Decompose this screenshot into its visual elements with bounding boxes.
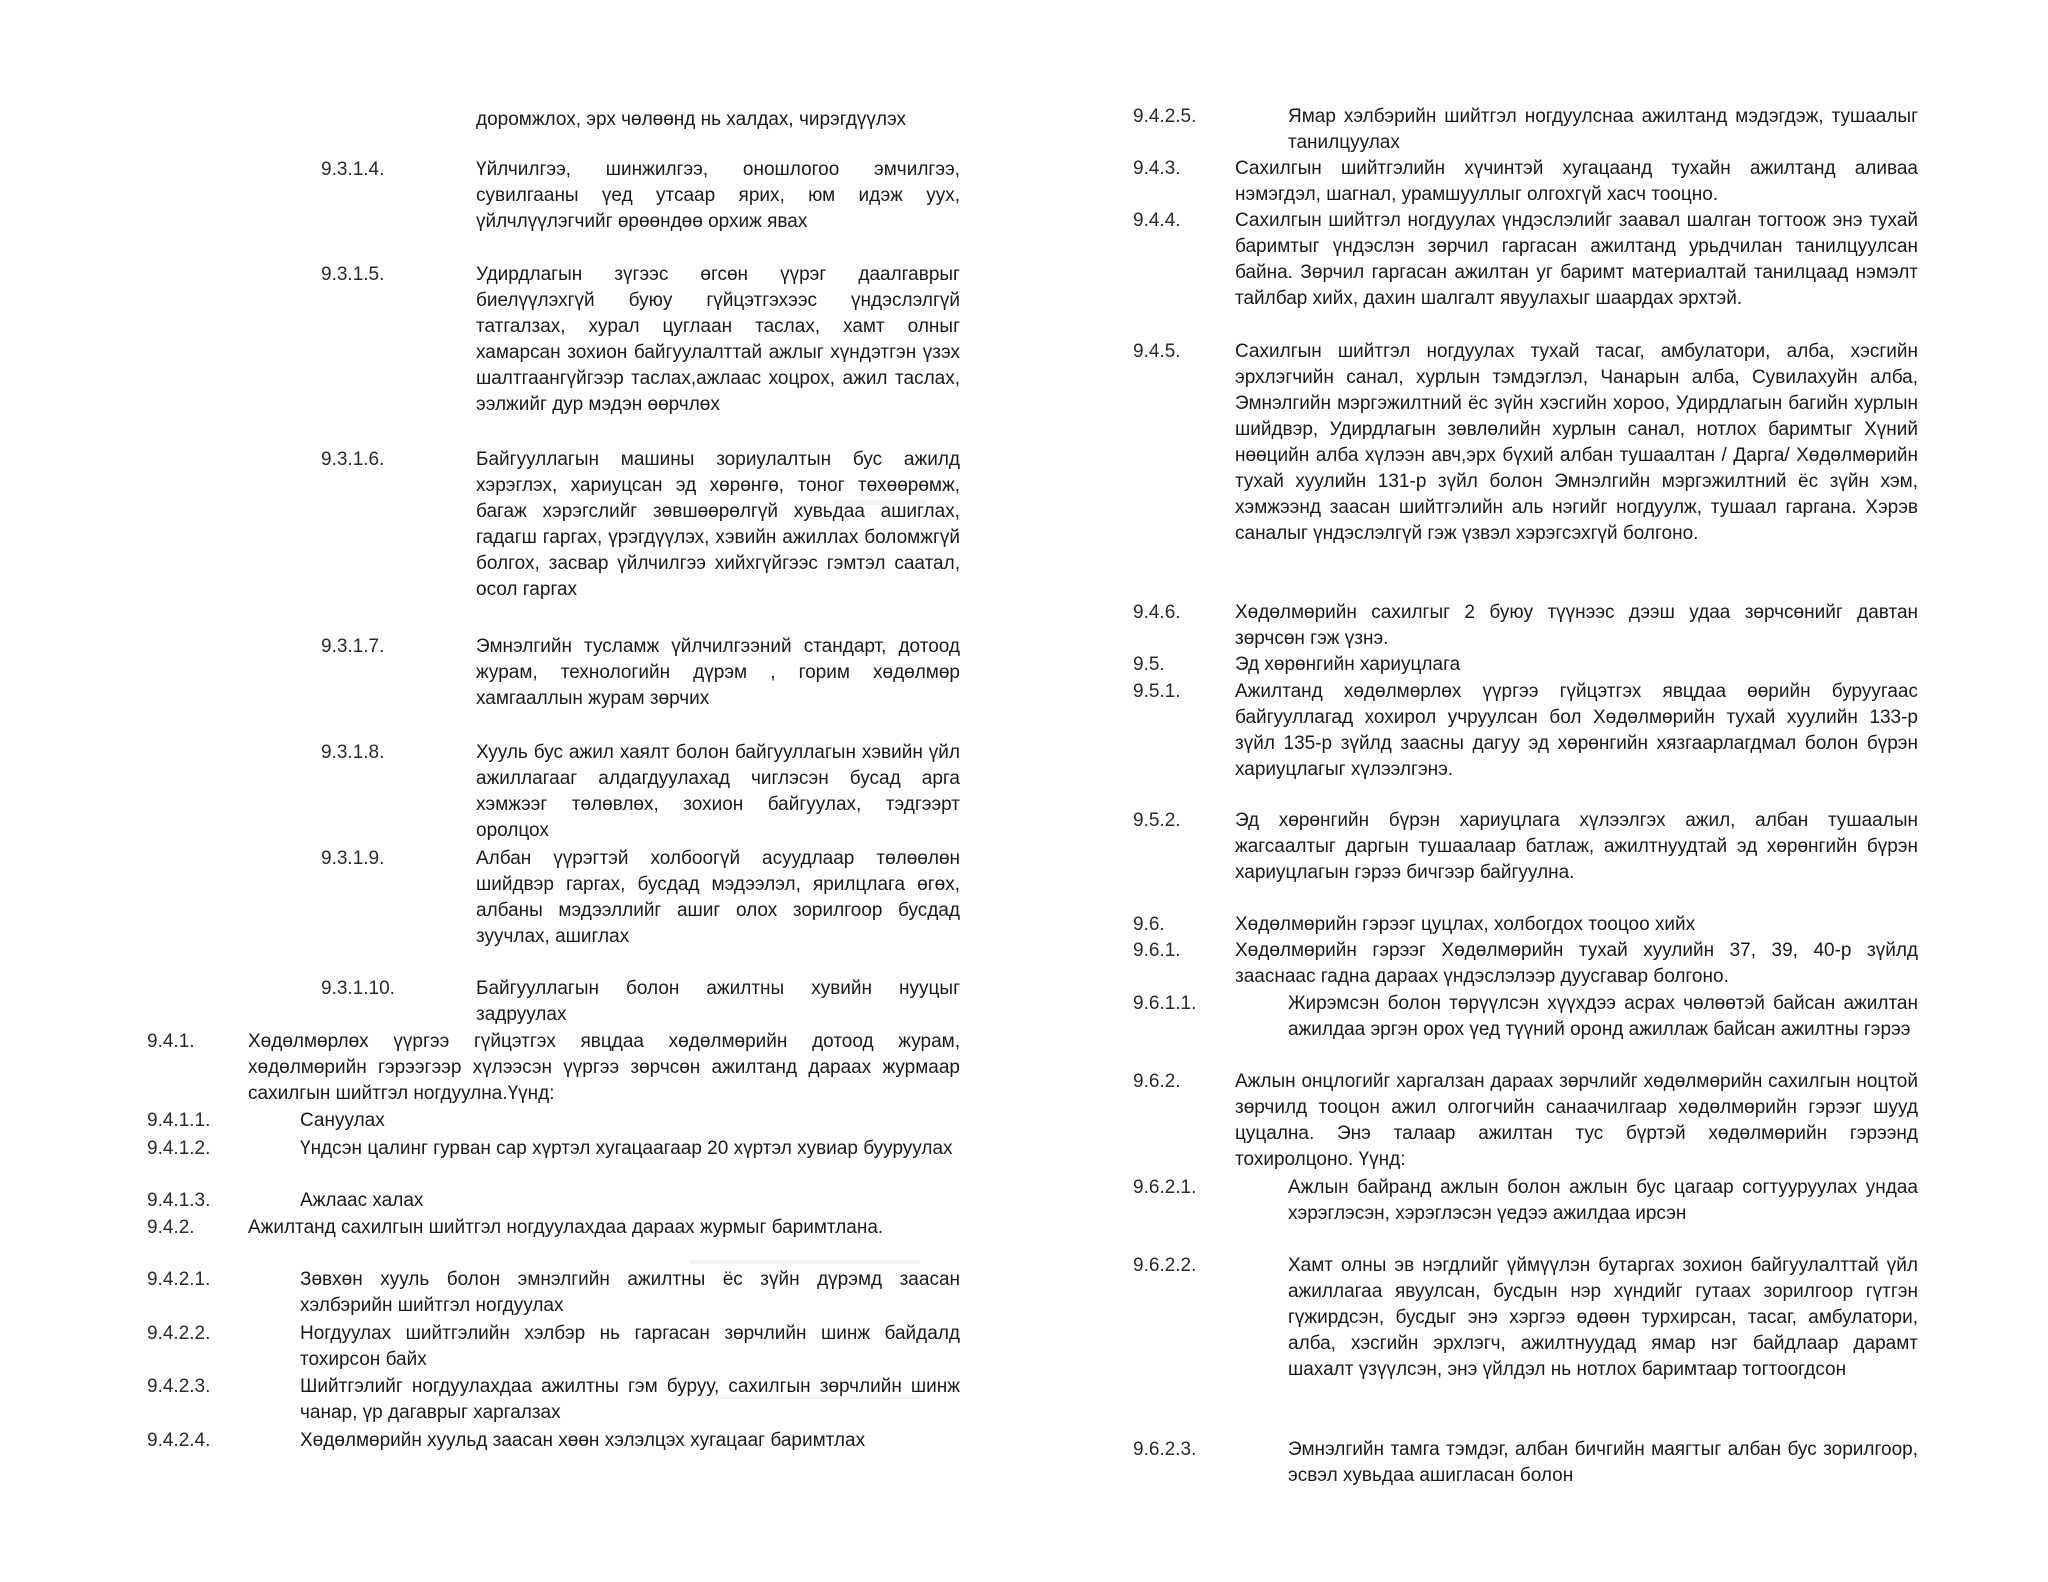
item-text: Хамт олны эв нэгдлийг үймүүлэн бутаргах зохион байгуулалттай үйл ажиллагаа явуулсан, бусдын нэр хүндийг гутаах зорилгоор гүтгэн гүжирдсэн, бусдыг энэ хэргээ өдөөн турхирсан, тасаг, амбулатори, алба, хэсгийн эрхлэгч, ажилтнуудад ямар нэг байдлаар дарамт шахалт үзүүлсэн, энэ үйлдэл нь нотлох баримтаар тогтоогдсон: [1288, 1255, 1918, 1380]
item-text: Байгууллагын болон ажилтны хувийн нууцыг задруулах: [476, 978, 960, 1025]
item-number: 9.4.2.4.: [147, 1430, 211, 1451]
item-number: 9.3.1.6.: [321, 449, 385, 470]
item-text: Хууль бус ажил хаялт болон байгууллагын хэвийн үйл ажиллагааг алдагдуулахад чиглэсэн бусад арга хэмжээг төлөвлөх, зохион байгуулах, тэдгээрт оролцох: [476, 742, 960, 841]
item-number: 9.4.1.2.: [147, 1138, 211, 1159]
item-number: 9.4.2.: [147, 1217, 195, 1238]
item-text: Ажлын байранд ажлын болон ажлын бус цагаар согтууруулах ундаа хэрэглэсэн, хэрэглэсэн үедээ ажилдаа ирсэн: [1288, 1177, 1918, 1224]
item-number: 9.4.3.: [1133, 158, 1181, 179]
item-text: Шийтгэлийг ногдуулахдаа ажилтны гэм буруу, сахилгын зөрчлийн шинж чанар, үр дагаврыг харгалзах: [300, 1376, 960, 1423]
item-number: 9.6.2.3.: [1133, 1439, 1197, 1460]
item-text: Албан үүрэгтэй холбоогүй асуудлаар төлөөлөн шийдвэр гаргах, бусдад мэдээлэл, ярилцлага өгөх, албаны мэдээллийг ашиг олох зорилгоор бусдад зуучлах, ашиглах: [476, 848, 960, 947]
item-number: 9.4.4.: [1133, 210, 1181, 231]
item-number: 9.6.: [1133, 914, 1165, 935]
item-text: Ажилтанд хөдөлмөрлөх үүргээ гүйцэтгэх явцдаа өөрийн буруугаас байгууллагад хохирол учруулсан бол Хөдөлмөрийн тухай хуулийн 133-р зүйл 135-р зүйлд заасны дагуу эд хөрөнгийн хязгаарлагдмал болон бүрэн хариуцлагыг хүлээлгэнэ.: [1235, 681, 1918, 780]
item-text: Ажлын онцлогийг харгалзан дараах зөрчлийг хөдөлмөрийн сахилгын ноцтой зөрчилд тооцон ажил олгогчийн санаачилгаар хөдөлмөрийн гэрээг шууд цуцална. Энэ талаар ажилтан тус бүртэй хөдөлмөрийн гэрээнд тохиролцоно. Үүнд:: [1235, 1071, 1918, 1170]
item-text: Үйлчилгээ, шинжилгээ, оношлогоо эмчилгээ, сувилгааны үед утсаар ярих, юм идэж уух, үйлчлүүлэгчийг өрөөндөө орхиж явах: [476, 159, 960, 232]
item-number: 9.4.1.1.: [147, 1110, 211, 1131]
item-number: 9.6.2.2.: [1133, 1255, 1197, 1276]
item-text: Үндсэн цалинг гурван сар хүртэл хугацаагаар 20 хүртэл хувиар бууруулах: [300, 1138, 953, 1159]
item-text: Ажилтанд сахилгын шийтгэл ногдуулахдаа дараах журмыг баримтлана.: [248, 1217, 884, 1238]
item-text: Сануулах: [300, 1110, 385, 1131]
item-number: 9.4.2.3.: [147, 1376, 211, 1397]
item-text: Сахилгын шийтгэлийн хүчинтэй хугацаанд тухайн ажилтанд аливаа нэмэгдэл, шагнал, урамшууллыг олгохгүй хасч тооцно.: [1235, 158, 1918, 205]
item-number: 9.4.2.5.: [1133, 106, 1197, 127]
item-number: 9.6.1.: [1133, 940, 1181, 961]
item-text: Ажлаас халах: [300, 1190, 424, 1211]
item-text: Зөвхөн хууль болон эмнэлгийн ажилтны ёс зүйн дүрэмд заасан хэлбэрийн шийтгэл ногдуулах: [300, 1269, 960, 1316]
item-text: Хөдөлмөрийн гэрээг цуцлах, холбогдох тооцоо хийх: [1235, 914, 1696, 935]
item-text: Эмнэлгийн тусламж үйлчилгээний стандарт, дотоод журам, технологийн дүрэм , горим хөдөлмөр хамгааллын журам зөрчих: [476, 636, 960, 709]
item-number: 9.4.1.: [147, 1031, 195, 1052]
item-number: 9.3.1.10.: [321, 978, 395, 999]
item-number: 9.3.1.8.: [321, 742, 385, 763]
scan-shade: [690, 1260, 920, 1264]
item-number: 9.4.2.1.: [147, 1269, 211, 1290]
item-number: 9.3.1.7.: [321, 636, 385, 657]
item-number: 9.6.2.1.: [1133, 1177, 1197, 1198]
item-text: Хөдөлмөрийн гэрээг Хөдөлмөрийн тухай хуулийн 37, 39, 40-р зүйлд зааснаас гадна дараах үндэслэлээр дуусгавар болгоно.: [1235, 940, 1918, 987]
item-text: Жирэмсэн болон төрүүлсэн хүүхдээ асрах чөлөөтэй байсан ажилтан ажилдаа эргэн орох үед түүний оронд ажиллаж байсан ажилтны гэрээ: [1288, 993, 1918, 1040]
item-number: 9.5.1.: [1133, 681, 1181, 702]
item-text: доромжлох, эрх чөлөөнд нь халдах, чирэгдүүлэх: [476, 109, 906, 130]
item-number: 9.3.1.9.: [321, 848, 385, 869]
item-number: 9.3.1.5.: [321, 264, 385, 285]
item-number: 9.4.6.: [1133, 602, 1181, 623]
item-text: Удирдлагын зүгээс өгсөн үүрэг даалгаврыг биелүүлэхгүй буюу гүйцэтгэхээс үндэслэлгүй татгалзах, хурал цуглаан таслах, хамт олныг хамарсан зохион байгуулалттай ажлыг хүндэтгэн үзэх шалтгаангүйгээр таслах,ажлаас хоцрох, ажил таслах, ээлжийг дур мэдэн өөрчлөх: [476, 264, 960, 415]
item-text: Хөдөлмөрийн сахилгыг 2 буюу түүнээс дээш удаа зөрчсөнийг давтан зөрчсөн гэж үзнэ.: [1235, 602, 1918, 649]
item-number: 9.3.1.4.: [321, 159, 385, 180]
item-number: 9.4.2.2.: [147, 1323, 211, 1344]
item-text: Байгууллагын машины зориулалтын бус ажилд хэрэглэх, хариуцсан эд хөрөнгө, тоног төхөөрөмж, багаж хэрэгслийг зөвшөөрөлгүй хувьдаа ашиглах, гадагш гаргах, үрэгдүүлэх, хэвийн ажиллах боломжгүй болгох, засвар үйлчилгээ хийхгүйгээс гэмтэл саатал, осол гаргах: [476, 449, 960, 600]
item-text: Эд хөрөнгийн бүрэн хариуцлага хүлээлгэх ажил, албан тушаалын жагсаалтыг даргын тушаалаар батлаж, ажилтнуудтай эд хөрөнгийн бүрэн хариуцлагын гэрээ бичгээр байгуулна.: [1235, 810, 1918, 883]
item-text: Ногдуулах шийтгэлийн хэлбэр нь гаргасан зөрчлийн шинж байдалд тохирсон байх: [300, 1323, 960, 1370]
item-number: 9.4.1.3.: [147, 1190, 211, 1211]
item-number: 9.6.2.: [1133, 1071, 1181, 1092]
item-text: Эмнэлгийн тамга тэмдэг, албан бичгийн маягтыг албан бус зорилгоор, эсвэл хувьдаа ашигласан болон: [1288, 1439, 1918, 1486]
item-text: Сахилгын шийтгэл ногдуулах тухай тасаг, амбулатори, алба, хэсгийн эрхлэгчийн санал, хурлын тэмдэглэл, Чанарын алба, Сувилахуйн алба, Эмнэлгийн мэргэжилтний ёс зүйн хэсгийн хороо, Удирдлагын багийн хурлын шийдвэр, Удирдлагын зөвлөлийн хурлын санал, нотлох баримтыг Хүний нөөцийн алба хүлээн авч,эрх бүхий албан тушаалтан / Дарга/ Хөдөлмөрийн тухай хуулийн 131-р зүйл болон Эмнэлгийн мэргэжилтний ёс зүйн хэм, хэмжээнд заасан шийтгэлийн аль нэгийг ногдуулж, тушаал гаргана. Хэрэв саналыг үндэслэлгүй гэж үзвэл хэрэгсэхгүй болгоно.: [1235, 341, 1918, 544]
item-number: 9.5.2.: [1133, 810, 1181, 831]
item-number: 9.4.5.: [1133, 341, 1181, 362]
item-text: Хөдөлмөрлөх үүргээ гүйцэтгэх явцдаа хөдөлмөрийн дотоод журам, хөдөлмөрийн гэрээгээр хүлээсэн үүргээ зөрчсөн ажилтанд дараах журмаар сахилгын шийтгэл ногдуулна.Үүнд:: [248, 1031, 960, 1104]
item-number: 9.6.1.1.: [1133, 993, 1197, 1014]
item-text: Ямар хэлбэрийн шийтгэл ногдуулснаа ажилтанд мэдэгдэж, тушаалыг танилцуулах: [1288, 106, 1918, 153]
item-text: Хөдөлмөрийн хуульд заасан хөөн хэлэлцэх хугацааг баримтлах: [300, 1430, 866, 1451]
item-text: Сахилгын шийтгэл ногдуулах үндэслэлийг заавал шалган тогтоож энэ тухай баримтыг үндэслэн зөрчил гаргасан ажилтанд урьдчилан танилцуулсан байна. Зөрчил гаргасан ажилтан уг баримт материалтай танилцаад нэмэлт тайлбар хийх, дахин шалгалт явуулахыг шаардах эрхтэй.: [1235, 210, 1918, 309]
item-number: 9.5.: [1133, 654, 1165, 675]
item-text: Эд хөрөнгийн хариуцлага: [1235, 654, 1461, 675]
